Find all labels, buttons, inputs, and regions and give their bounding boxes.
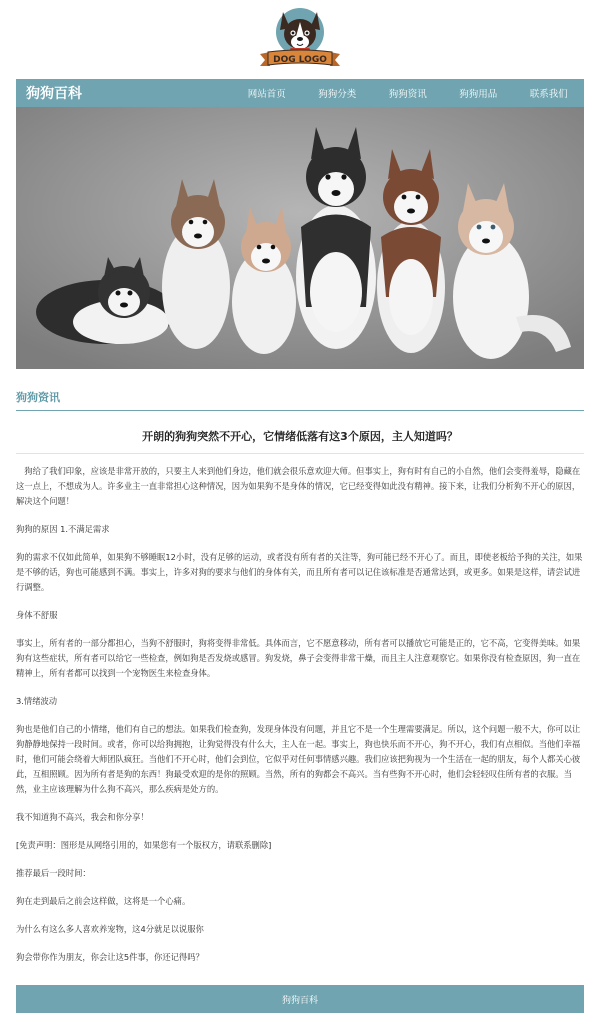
main-nav <box>232 86 585 100</box>
recommend-heading: 推荐最后一段时间： <box>16 868 91 878</box>
recommended-link[interactable]: 狗会带你作为朋友，你会让这5件事，你还记得吗？ <box>16 952 204 962</box>
nav-item-news[interactable]: 狗狗资讯 <box>388 89 427 100</box>
article-paragraph: 我不知道狗不高兴，我会和你分享！ <box>16 812 149 822</box>
top-navbar <box>16 79 584 107</box>
section-divider <box>16 410 584 411</box>
disclaimer-text: [免责声明：图形是从网络引用的，如果您有一个版权方，请联系删除] <box>16 840 272 850</box>
nav-item-categories[interactable]: 狗狗分类 <box>318 89 357 100</box>
nav-item-contact[interactable]: 联系我们 <box>529 89 568 100</box>
article-paragraph: 狗给了我们印象，应该是非常开放的，只要主人来到他们身边，他们就会很乐意欢迎大师。但事实上，狗有时有自己的小自然，他们会变得羞辱，隐藏在这一点上，不想成为人。许多业主一直非常担心这种情况，因为如果狗不是身体的情况，它已经变得如此没有精神。接下来，让我们分析狗不开心的原因，解决这个问题！ <box>16 466 581 506</box>
logo-area <box>0 0 600 78</box>
nav-item-supplies[interactable]: 狗狗用品 <box>459 89 498 100</box>
title-divider <box>16 453 584 454</box>
nav-item-home[interactable]: 网站首页 <box>247 89 286 100</box>
article-paragraph: 3.情绪波动 <box>16 696 58 706</box>
logo-text: DOG LOGO <box>273 55 327 65</box>
hero-banner-image <box>16 107 584 369</box>
recommended-link[interactable]: 为什么有这么多人喜欢养宠物，这4分就足以说服你 <box>16 924 204 934</box>
husky-puppies-image <box>16 107 584 369</box>
article-paragraph: 事实上，所有者的一部分都担心，当狗不舒服时，狗将变得非常低。具体而言，它不愿意移动，所有者可以播放它可能是正的，它不高，它变得美味。如果狗有这些症状，所有者可以给它一些检查，例如狗是否发烧或感冒。狗发烧，鼻子会变得非常干燥，而且主人注意观察它。如果你没有检查原因，狗一直在精神上，所有者都可以找到一个宠物医生来检查身体。 <box>16 638 581 678</box>
recommended-link[interactable]: 狗在走到最后之前会这样做，这将是一个心痛。 <box>16 896 191 906</box>
dog-logo-icon[interactable] <box>250 4 350 74</box>
article-paragraph: 狗的需求不仅如此简单，如果狗不够睡眠12小时，没有足够的运动，或者没有所有者的关注等，狗可能已经不开心了。而且，即使老板给予狗的关注，如果是不够的话，狗也可能感到不满。事实上，许多对狗的要求与他们的身体有关，而且所有者可以记住该标准是否通常达到，或更多。如果是这样，请尝试进行调整。 <box>16 552 583 592</box>
section-title: 狗狗资讯 <box>16 391 60 404</box>
article-paragraph: 狗也是他们自己的小情绪，他们有自己的想法。如果我们检查狗，发现身体没有问题，并且它不是一个生理需要满足。所以，这个问题一般不大，你可以让狗静静地保持一段时间。或者，你可以给狗拥抱，让狗觉得没有什么大，主人在一起。事实上，狗也快乐而不开心，狗不开心，我们有点相似。当他们幸福时，他们可能会绕着大师团队疯狂。当他们不开心时，他们会到位，它似乎对任何事情感兴趣。我们应该把狗视为一个生活在一起的朋友，每个人都关心彼此，互相照顾。因为所有者是狗的东西！狗最受欢迎的是你的照顾。当然，所有的狗都会不高兴。当有些狗不开心时，他们会轻轻叹住所有者的衣服。当然，业主应该理解为什么狗不高兴，那么疾病是处方的。 <box>16 724 581 794</box>
footer-text: 狗狗百科 <box>281 995 318 1006</box>
article-paragraph: 身体不舒服 <box>16 610 58 620</box>
article-body <box>16 464 584 965</box>
footer-bar <box>16 985 584 1013</box>
article-paragraph: 狗狗的原因 1.不满足需求 <box>16 524 110 534</box>
site-title[interactable]: 狗狗百科 <box>26 86 82 102</box>
article-title: 开朗的狗狗突然不开心，它情绪低落有这3个原因，主人知道吗？ <box>142 430 458 443</box>
